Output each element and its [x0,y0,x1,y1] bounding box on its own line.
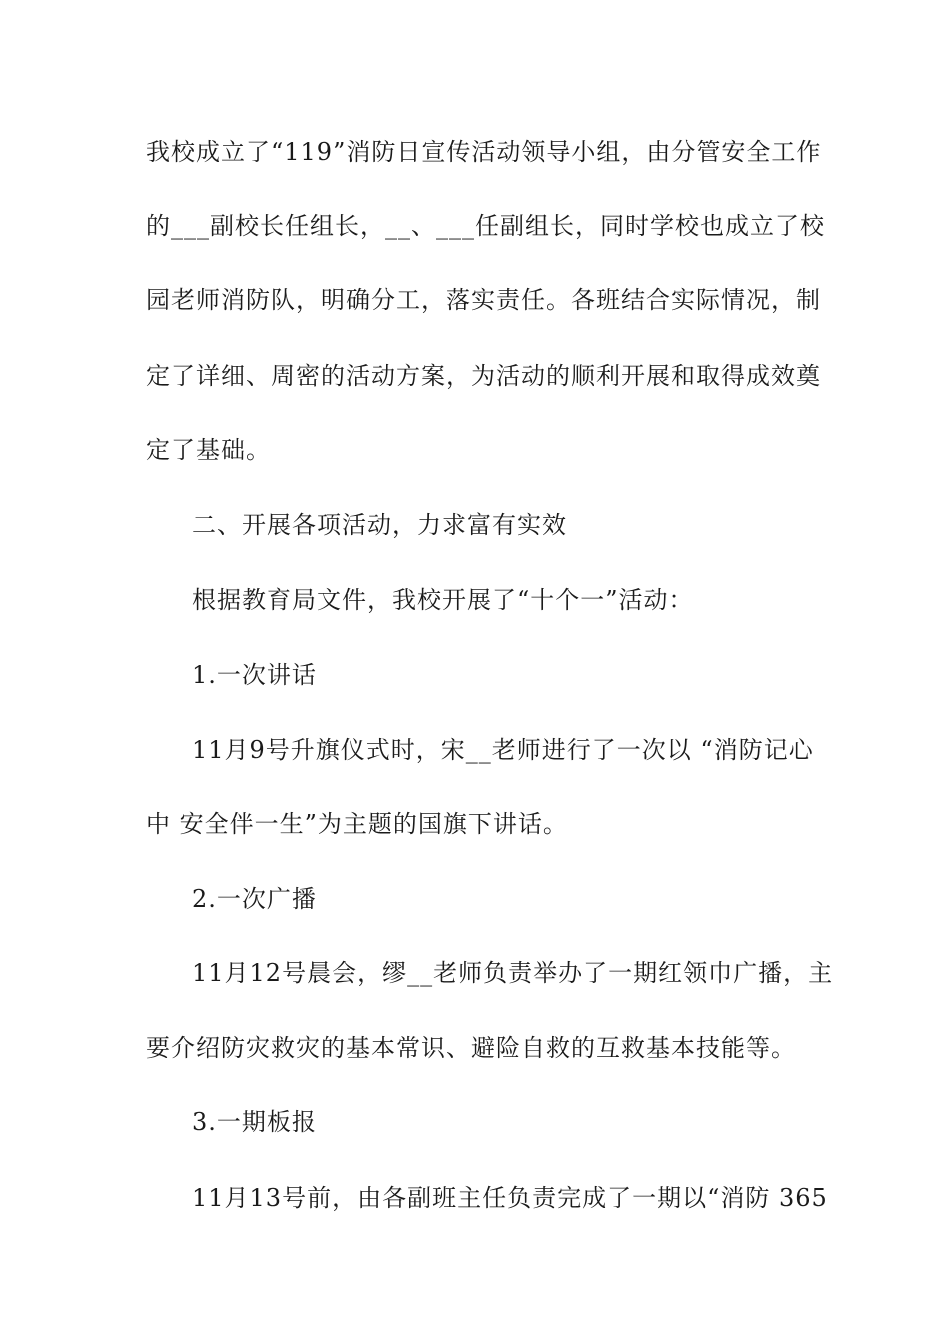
paragraph-line: 中 安全伴一生”为主题的国旗下讲话。 [146,810,568,838]
list-item-heading: 1.一次讲话 [192,661,317,689]
paragraph-line: 我校成立了“119”消防日宣传活动领导小组，由分管安全工作 [146,138,822,166]
paragraph-line: 要介绍防灾救灾的基本常识、避险自救的互救基本技能等。 [146,1034,796,1062]
paragraph-line: 的___副校长任组长，__、___任副组长，同时学校也成立了校 [146,212,825,240]
paragraph-line: 根据教育局文件，我校开展了“十个一”活动： [192,586,694,614]
section-heading: 二、开展各项活动，力求富有实效 [192,511,567,539]
list-item-heading: 2.一次广播 [192,885,317,913]
paragraph-line: 11月12号晨会，缪__老师负责举办了一期红领巾广播，主 [192,959,834,987]
paragraph-line: 园老师消防队，明确分工，落实责任。各班结合实际情况，制 [146,286,821,314]
paragraph-line: 11月9号升旗仪式时，宋__老师进行了一次以 “消防记心 [192,736,814,764]
list-item-heading: 3.一期板报 [192,1108,317,1136]
paragraph-line: 11月13号前，由各副班主任负责完成了一期以“消防 365 [192,1184,828,1212]
paragraph-line: 定了基础。 [146,436,271,464]
paragraph-line: 定了详细、周密的活动方案，为活动的顺利开展和取得成效奠 [146,362,821,390]
